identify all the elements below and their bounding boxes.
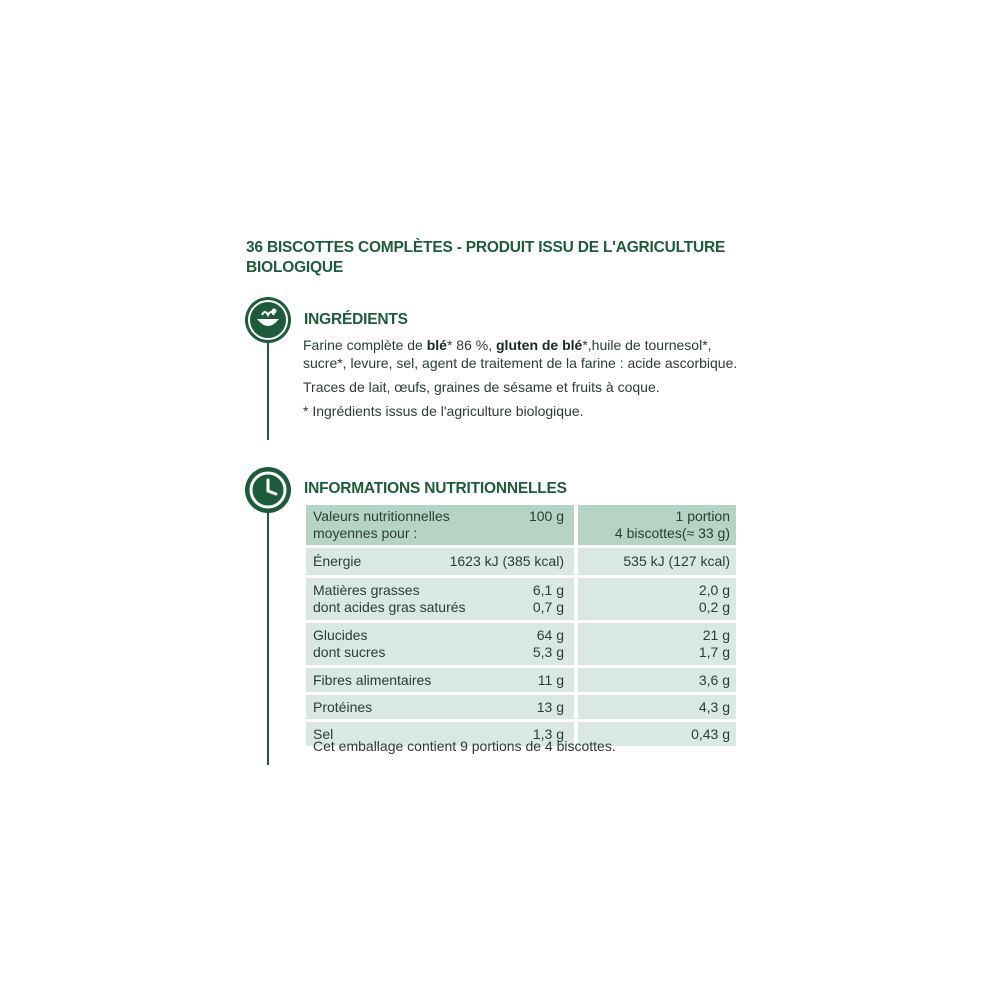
row-value-portion: 4,3 g [698, 699, 730, 715]
table-row-protein [306, 695, 736, 719]
table-row-energy [306, 548, 736, 575]
row-label: Sel [313, 726, 334, 742]
ingredients-stem-line [267, 340, 269, 440]
allergen-gluten: gluten de blé [496, 337, 583, 353]
allergen-ble: blé [426, 337, 447, 353]
row-label: Énergie [313, 553, 362, 569]
ingredients-text [303, 336, 743, 426]
header-portion-line2: 4 biscottes(≈ 33 g) [614, 525, 730, 541]
organic-note: * Ingrédients issus de l'agriculture biologique. [303, 403, 584, 419]
row-value-portion: 21 g [702, 627, 730, 643]
table-row-carbs [306, 623, 736, 665]
ingredients-list [303, 336, 743, 372]
row-value-portion: 3,6 g [698, 672, 730, 688]
row-subvalue-portion: 1,7 g [698, 644, 730, 660]
traces-text: Traces de lait, œufs, graines de sésame et fruits à coque. [303, 379, 660, 395]
product-title: 36 BISCOTTES COMPLÈTES - PRODUIT ISSU DE L'AGRICULTURE BIOLOGIQUE [246, 239, 726, 276]
row-value-100g: 6,1 g [532, 582, 564, 598]
nutrition-icon [245, 467, 291, 513]
row-value-100g: 13 g [536, 699, 564, 715]
row-label: Fibres alimentaires [313, 672, 432, 688]
row-value-100g: 64 g [536, 627, 564, 643]
row-value-portion: 0,43 g [691, 726, 730, 742]
portions-footer: Cet emballage contient 9 portions de 4 biscottes. [313, 738, 616, 754]
table-row-fibre [306, 668, 736, 692]
row-value-100g: 1623 kJ (385 kcal) [449, 553, 564, 569]
ingredients-part: *,huile de tournesol*, sucre*, levure, sel, agent de traitement de la farine : acide ascorbique. [303, 337, 738, 371]
row-label: Protéines [313, 699, 373, 715]
nutrition-stem-line [267, 510, 269, 765]
header-label-line2: moyennes pour : [313, 525, 418, 541]
row-value-portion: 535 kJ (127 kcal) [623, 553, 730, 569]
header-portion-line1: 1 portion [675, 508, 730, 524]
ingredients-heading: INGRÉDIENTS [304, 311, 408, 328]
header-col-100g: 100 g [528, 508, 564, 524]
ingredients-part: * 86 %, [446, 337, 496, 353]
nutrition-heading: INFORMATIONS NUTRITIONNELLES [304, 480, 567, 497]
ingredients-part: Farine complète de [303, 337, 427, 353]
header-label-line1: Valeurs nutritionnelles [313, 508, 450, 524]
row-value-portion: 2,0 g [698, 582, 730, 598]
ingredients-icon [245, 297, 291, 343]
row-sublabel: dont sucres [313, 644, 386, 660]
table-row-fat [306, 578, 736, 620]
table-header [306, 505, 736, 545]
row-subvalue-100g: 0,7 g [532, 599, 564, 615]
row-value-100g: 1,3 g [532, 726, 564, 742]
row-label: Glucides [313, 627, 368, 643]
row-value-100g: 11 g [537, 672, 564, 688]
nutrition-table [306, 505, 736, 749]
row-subvalue-portion: 0,2 g [698, 599, 730, 615]
row-sublabel: dont acides gras saturés [313, 599, 466, 615]
row-label: Matières grasses [313, 582, 420, 598]
row-subvalue-100g: 5,3 g [532, 644, 564, 660]
